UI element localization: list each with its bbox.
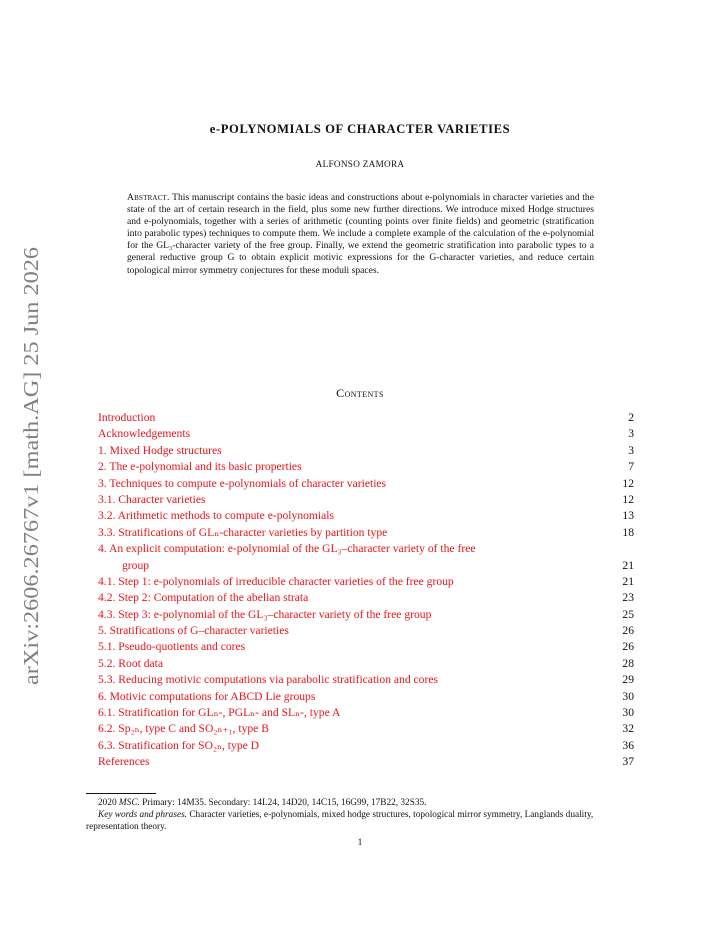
abstract-heading: Abstract.: [127, 192, 170, 203]
toc-entry[interactable]: [98, 721, 634, 737]
toc-entry-link[interactable]: 4.2. Step 2: Computation of the abelian strata: [98, 591, 309, 605]
toc-entry-page: 26: [622, 640, 634, 654]
toc-entry-link[interactable]: 3.3. Stratifications of GLₙ-character varieties by partition type: [98, 525, 388, 539]
paper-title: e-POLYNOMIALS OF CHARACTER VARIETIES: [209, 122, 511, 136]
toc-entry-page: 18: [622, 525, 634, 539]
toc-entry-link[interactable]: 6. Motivic computations for ABCD Lie groups: [98, 689, 316, 703]
toc-entry[interactable]: [98, 590, 634, 606]
msc-label: MSC.: [118, 798, 140, 808]
toc-entry-link[interactable]: 3.2. Arithmetic methods to compute e-polynomials: [98, 509, 335, 523]
toc-entry-link[interactable]: 5. Stratifications of G–character varieties: [98, 624, 289, 638]
msc-year: 2020: [98, 798, 117, 808]
toc-entry-page: 32: [622, 722, 634, 736]
footnotes: [86, 797, 634, 834]
keywords-label: Key words and phrases.: [98, 810, 188, 821]
toc-entry[interactable]: [98, 410, 634, 426]
toc-entry-page: 21: [622, 574, 634, 588]
table-of-contents: [98, 410, 634, 771]
toc-entry-link[interactable]: Introduction: [98, 410, 156, 424]
toc-entry[interactable]: [98, 574, 634, 590]
toc-entry[interactable]: [98, 607, 634, 623]
toc-entry-page: 36: [622, 738, 634, 752]
toc-entry[interactable]: [98, 639, 634, 655]
toc-entry-link[interactable]: 6.1. Stratification for GLₙ-, PGLₙ- and SLₙ-, type A: [98, 706, 341, 720]
arxiv-stamp-svg: [8, 245, 50, 685]
abstract-text: This manuscript contains the basic ideas and constructions about e-polynomials in character varieties and the state of the art of certain research in the field, plus some new further directions. We introduce mixed Hodge structures and e-polynomials, together with a series of arithmetic (counting points over finite fields) and geometric (stratification into parabolic types) techniques to compute them. We include a complete example of the calculation of the e-polynomial for the GL₃-character variety of the free group. Finally, we extend the geometric stratification into parabolic types to a general reductive group G to obtain explicit motivic expressions for the G-character varieties, and reduce certain topological mirror symmetry conjectures for these moduli spaces.: [127, 192, 594, 276]
toc-entry-link[interactable]: 5.1. Pseudo-quotients and cores: [98, 640, 246, 654]
msc-text: Primary: 14M35. Secondary: 14L24, 14D20, 14C15, 16G99, 17B22, 32S35.: [142, 798, 427, 808]
toc-entry[interactable]: [98, 672, 634, 688]
toc-entry-link[interactable]: 1. Mixed Hodge structures: [98, 443, 222, 457]
toc-entry-link[interactable]: Acknowledgements: [98, 427, 191, 441]
toc-entry-page: 26: [622, 624, 634, 638]
toc-entry-page: 23: [622, 591, 634, 605]
keywords-footnote: [86, 809, 634, 833]
toc-entry-label-continued: group: [122, 558, 150, 572]
paper-author: ALFONSO ZAMORA: [315, 159, 405, 169]
toc-entry-link[interactable]: 4.1. Step 1: e-polynomials of irreducible character varieties of the free group: [98, 574, 454, 588]
toc-entry-link[interactable]: 4.3. Step 3: e-polynomial of the GL₃–character variety of the free group: [98, 607, 432, 621]
toc-entry-link[interactable]: [98, 541, 475, 574]
toc-entry-page: 2: [628, 410, 634, 424]
toc-entry-page: 7: [628, 460, 634, 474]
toc-entry-link[interactable]: 5.2. Root data: [98, 656, 164, 670]
contents-heading: Contents: [336, 386, 384, 400]
msc-footnote: [86, 797, 634, 809]
toc-entry[interactable]: [98, 508, 634, 524]
toc-entry-page: 12: [622, 476, 634, 490]
toc-entry-page: 30: [622, 689, 634, 703]
toc-entry[interactable]: [98, 492, 634, 508]
toc-entry-page: 12: [622, 492, 634, 506]
arxiv-stamp-text: arXiv:2606.26767v1 [math.AG] 25 Jun 2026: [19, 305, 43, 685]
toc-entry-page: 29: [622, 673, 634, 687]
toc-entry-page: 28: [622, 656, 634, 670]
toc-entry-link[interactable]: 5.3. Reducing motivic computations via parabolic stratification and cores: [98, 673, 438, 687]
keywords-text: Character varieties, e-polynomials, mixed hodge structures, topological mirror symmetry, Langlands duality, representation theory.: [86, 810, 594, 833]
toc-entry[interactable]: [98, 443, 634, 459]
toc-entry-link[interactable]: 6.3. Stratification for SO₂ₙ, type D: [98, 738, 260, 752]
toc-entry-page: 37: [622, 755, 634, 769]
arxiv-stamp: [8, 245, 50, 685]
toc-entry[interactable]: [98, 689, 634, 705]
toc-entry[interactable]: [98, 476, 634, 492]
page-number: 1: [357, 838, 363, 848]
toc-entry[interactable]: [98, 705, 634, 721]
toc-entry[interactable]: [98, 459, 634, 475]
toc-entry-page: 30: [622, 706, 634, 720]
toc-entry-page: 3: [628, 427, 634, 441]
toc-entry-page: 13: [622, 509, 634, 523]
toc-entry-page: 3: [628, 443, 634, 457]
toc-entry-link[interactable]: 2. The e-polynomial and its basic properties: [98, 460, 302, 474]
toc-entry[interactable]: [98, 738, 634, 754]
toc-entry-page: 25: [622, 607, 634, 621]
toc-entry-link[interactable]: 3.1. Character varieties: [98, 492, 206, 506]
toc-entry[interactable]: [98, 754, 634, 770]
toc-entry[interactable]: [98, 623, 634, 639]
toc-entry[interactable]: [98, 426, 634, 442]
toc-entry[interactable]: [98, 525, 634, 541]
toc-entry-page: 21: [622, 558, 634, 572]
footnote-rule: [86, 793, 156, 794]
toc-entry-link[interactable]: 3. Techniques to compute e-polynomials of character varieties: [98, 476, 387, 490]
toc-entry-label: 4. An explicit computation: e-polynomial of the GL₃–character variety of the free: [98, 542, 476, 556]
toc-entry[interactable]: [98, 541, 634, 574]
toc-entry[interactable]: [98, 656, 634, 672]
toc-entry-link[interactable]: References: [98, 755, 150, 769]
abstract: [127, 192, 594, 277]
toc-entry-link[interactable]: 6.2. Sp₂ₙ, type C and SO₂ₙ₊₁, type B: [98, 722, 269, 736]
